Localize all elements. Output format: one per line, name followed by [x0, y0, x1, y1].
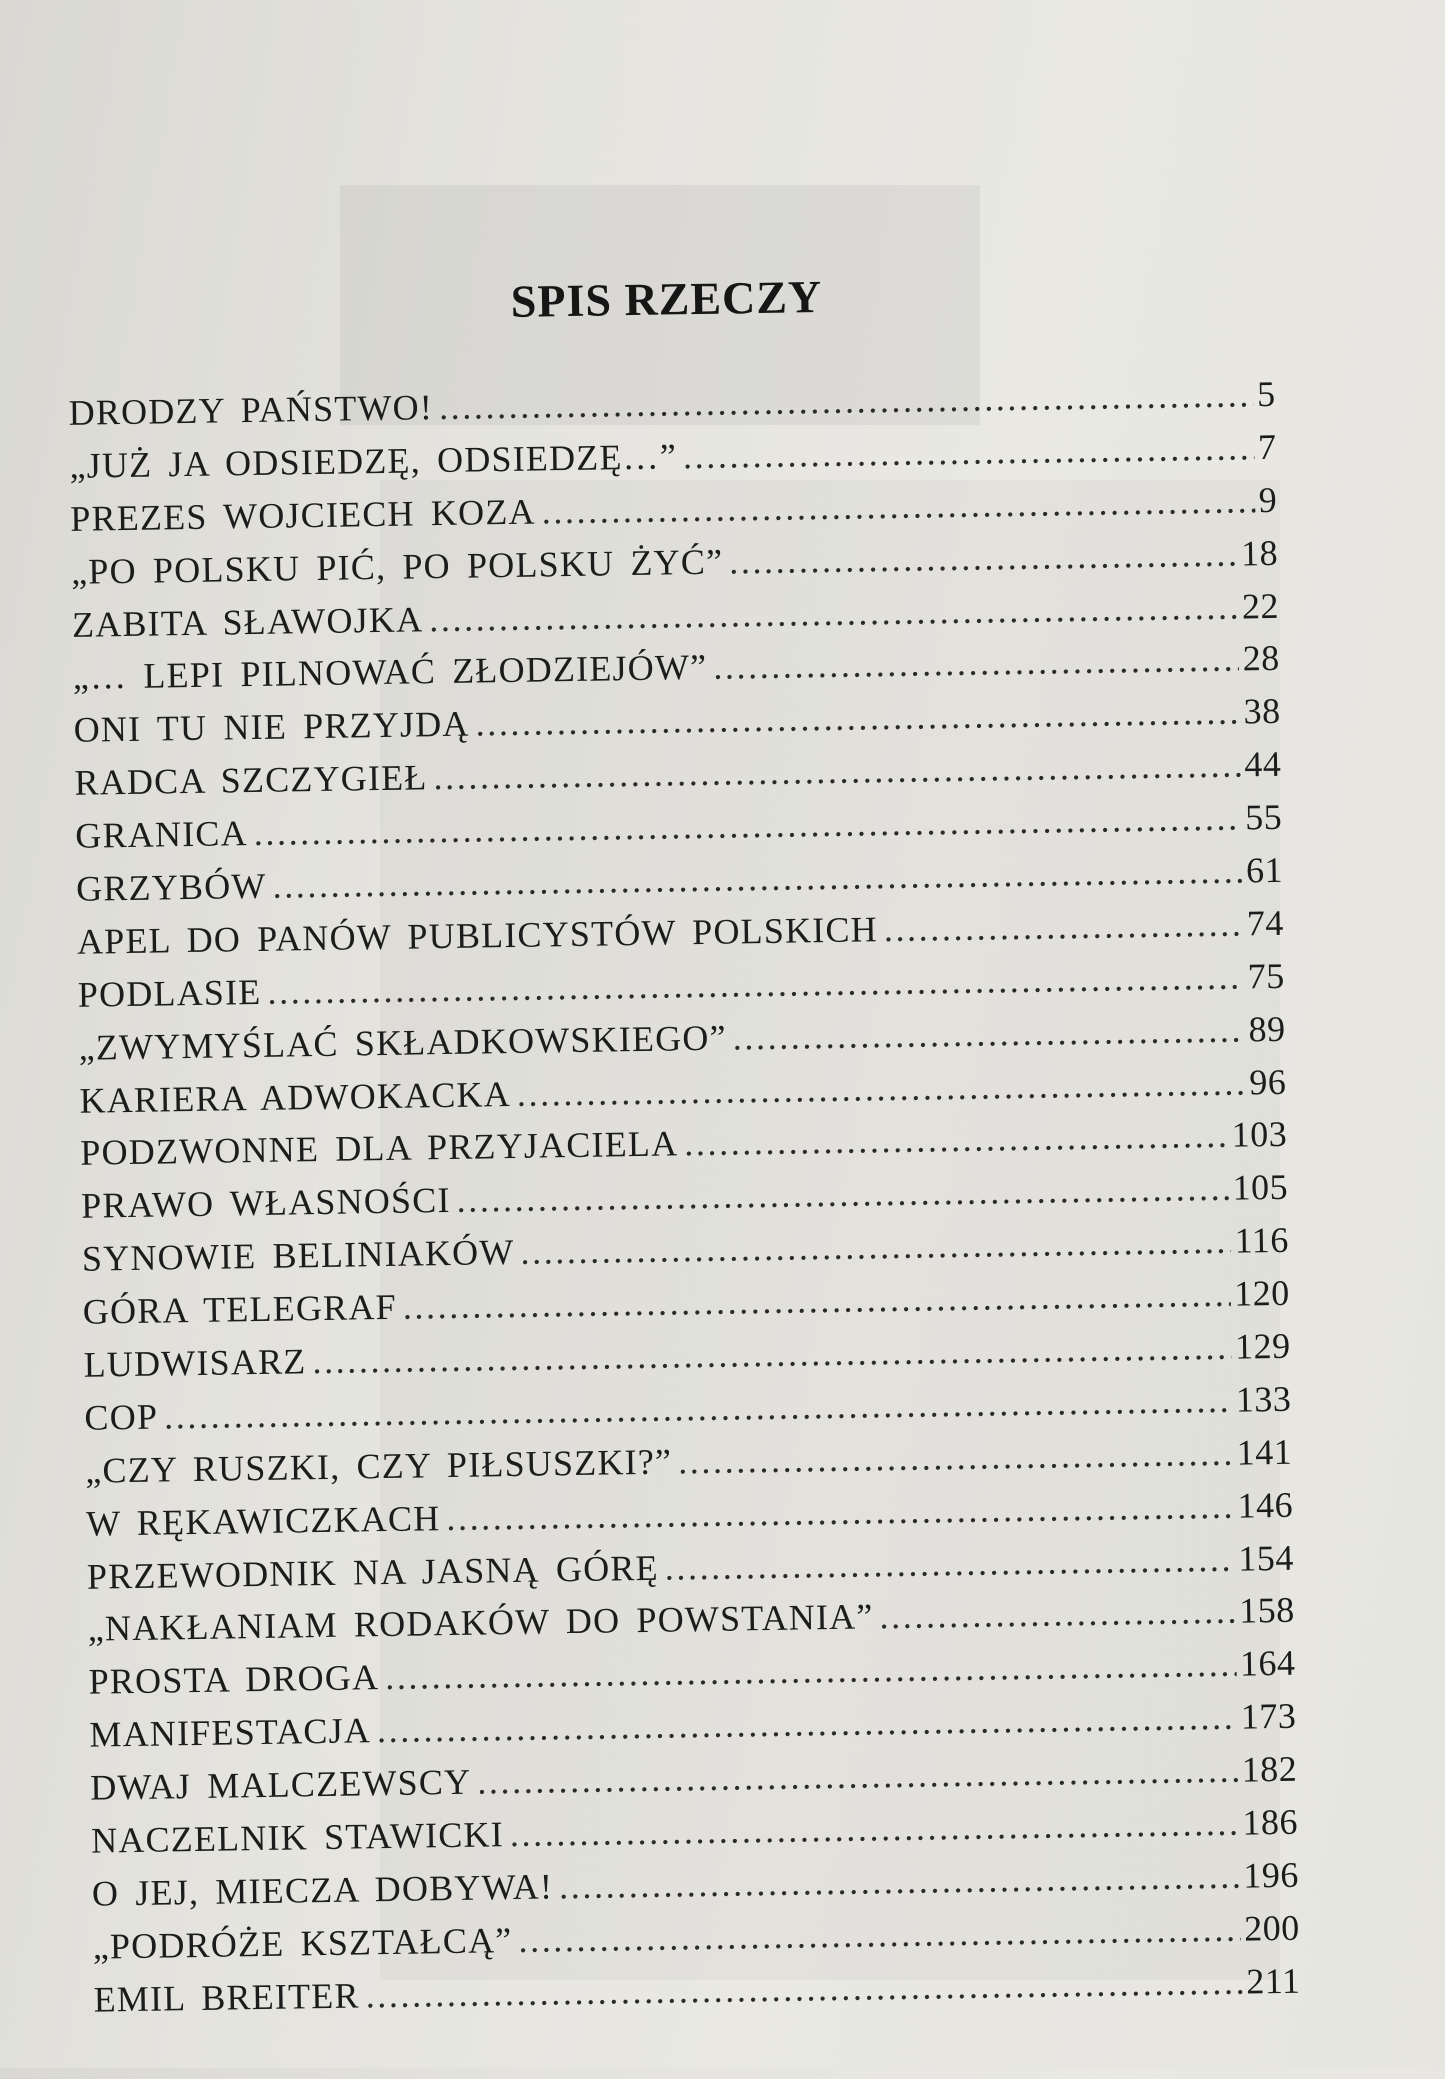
dot-leader — [729, 532, 1238, 582]
toc-entry-page-number: 5 — [1256, 373, 1276, 415]
toc-entry-title: APEL DO PANÓW PUBLICYSTÓW POLSKICH — [76, 909, 879, 962]
toc-entry-title: GÓRA TELEGRAF — [82, 1286, 398, 1332]
toc-entry-page-number: 129 — [1234, 1325, 1291, 1367]
toc-entry-title: PROSTA DROGA — [88, 1657, 380, 1703]
toc-entry-title: KARIERA ADWOKACKA — [79, 1073, 512, 1121]
toc-entry-title: DRODZY PAŃSTWO! — [68, 387, 434, 433]
toc-entry-page-number: 22 — [1241, 585, 1280, 626]
toc-entry-title: W RĘKAWICZKACH — [85, 1497, 441, 1544]
toc-entry-page-number: 182 — [1241, 1748, 1298, 1790]
toc-entry-title: PODLASIE — [77, 971, 262, 1015]
toc-entry-page-number: 120 — [1233, 1272, 1290, 1314]
toc-entry-page-number: 96 — [1249, 1061, 1287, 1102]
toc-entry-title: PRZEWODNIK NA JASNĄ GÓRĘ — [86, 1547, 660, 1597]
toc-entry-title: SYNOWIE BELINIAKÓW — [81, 1232, 515, 1279]
toc-entry-page-number: 116 — [1234, 1220, 1290, 1261]
toc-entry-page-number: 55 — [1244, 796, 1283, 838]
toc-entry-page-number: 18 — [1240, 532, 1279, 574]
toc-entry-page-number: 74 — [1246, 902, 1285, 944]
toc-entry-title: ZABITA SŁAWOJKA — [71, 598, 424, 645]
toc-entry-page-number: 133 — [1235, 1378, 1292, 1420]
toc-entry-title: COP — [84, 1396, 159, 1438]
toc-entry-page-number: 38 — [1243, 691, 1281, 732]
table-of-contents — [68, 373, 1301, 2031]
dot-leader — [713, 638, 1239, 688]
toc-entry-title: O JEJ, MIECZA DOBYWA! — [91, 1866, 554, 1914]
toc-entry-page-number: 141 — [1236, 1431, 1293, 1473]
toc-entry-title: GRANICA — [75, 813, 249, 856]
toc-entry-title: LUDWISARZ — [83, 1341, 307, 1385]
toc-entry-title: EMIL BREITER — [93, 1975, 360, 2020]
toc-entry-title: „NAKŁANIAM RODAKÓW DO POWSTANIA” — [87, 1596, 874, 1650]
toc-entry-title: „ZWYMYŚLAĆ SKŁADKOWSKIEGO” — [78, 1017, 728, 1068]
toc-entry-page-number: 9 — [1258, 479, 1278, 520]
toc-entry-page-number: 164 — [1239, 1643, 1296, 1684]
toc-entry-page-number: 75 — [1247, 955, 1286, 997]
dot-leader — [678, 1432, 1233, 1483]
page-title: SPIS RZECZY — [510, 270, 823, 327]
toc-entry-title: „JUŻ JA ODSIEDZĘ, ODSIEDZĘ…” — [69, 436, 678, 486]
toc-entry-page-number: 186 — [1242, 1801, 1299, 1843]
toc-entry-page-number: 154 — [1238, 1537, 1295, 1579]
toc-entry-page-number: 44 — [1244, 744, 1282, 785]
toc-entry-page-number: 7 — [1257, 426, 1277, 468]
toc-entry-page-number: 196 — [1243, 1854, 1300, 1896]
toc-entry-title: DWAJ MALCZEWSCY — [89, 1761, 472, 1808]
toc-entry-title: GRZYBÓW — [75, 865, 267, 909]
toc-entry-title: „CZY RUSZKI, CZY PIŁSUSZKI?” — [85, 1441, 673, 1491]
toc-entry-title: PREZES WOJCIECH KOZA — [70, 491, 536, 539]
toc-entry-title: ONI TU NIE PRZYJDĄ — [73, 703, 470, 751]
toc-entry-title: „… LEPI PILNOWAĆ ZŁODZIEJÓW” — [72, 647, 708, 698]
toc-entry-title: NACZELNIK STAWICKI — [90, 1814, 505, 1861]
toc-entry-page-number: 61 — [1245, 849, 1284, 891]
toc-entry-title: „PODRÓŻE KSZTAŁCĄ” — [92, 1919, 513, 1967]
toc-entry-page-number: 200 — [1243, 1907, 1300, 1949]
toc-entry-title: PRAWO WŁASNOŚCI — [80, 1180, 451, 1227]
toc-entry-page-number: 173 — [1240, 1695, 1297, 1737]
dot-leader — [683, 426, 1255, 477]
toc-entry-page-number: 89 — [1248, 1008, 1286, 1050]
dot-leader — [684, 1114, 1228, 1165]
dot-leader — [883, 902, 1243, 950]
dot-leader — [879, 1590, 1235, 1638]
toc-entry-page-number: 105 — [1232, 1167, 1289, 1209]
toc-entry-page-number: 158 — [1238, 1590, 1295, 1632]
toc-entry-page-number: 146 — [1237, 1484, 1294, 1526]
toc-entry-page-number: 103 — [1231, 1114, 1288, 1156]
dot-leader — [439, 373, 1254, 428]
toc-entry-title: PODZWONNE DLA PRZYJACIELA — [80, 1123, 679, 1174]
toc-entry-title: RADCA SZCZYGIEŁ — [74, 757, 428, 804]
toc-entry-page-number: 211 — [1245, 1960, 1301, 2002]
toc-entry-title: „PO POLSKU PIĆ, PO POLSKU ŻYĆ” — [70, 541, 724, 592]
dot-leader — [664, 1537, 1234, 1588]
dot-leader — [732, 1008, 1244, 1058]
toc-entry-page-number: 28 — [1242, 638, 1281, 679]
toc-entry-title: MANIFESTACJA — [89, 1710, 372, 1755]
